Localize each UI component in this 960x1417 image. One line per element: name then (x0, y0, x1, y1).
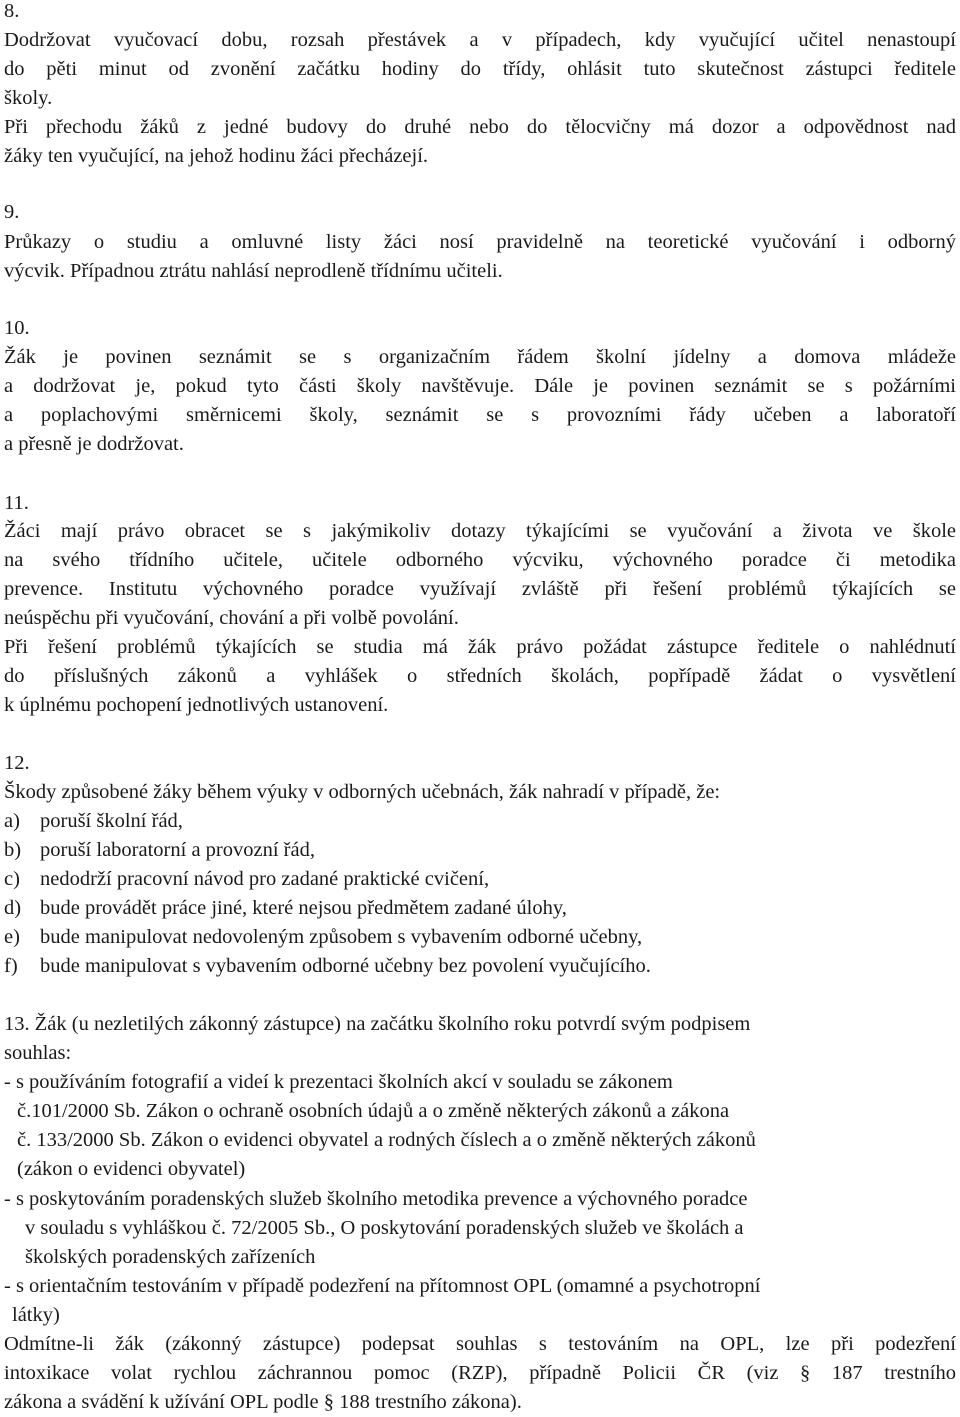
list-item-text: bude provádět práce jiné, které nejsou předmětem zadané úlohy, (40, 897, 567, 919)
list-item (4, 836, 315, 865)
list-item-text: poruší školní řád, (40, 810, 183, 832)
section-8-text-line: Při přechodu žáků z jedné budovy do druhé nebo do tělocvičny má dozor a odpovědnost nad (4, 116, 956, 138)
section-12-number: 12. (4, 752, 30, 774)
list-item-label: e) (4, 926, 20, 948)
section-8-text-line: do pěti minut od zvonění začátku hodiny do třídy, ohlásit tuto skutečnost zástupci ředitele (4, 58, 956, 80)
list-item-label: c) (4, 868, 20, 890)
section-11-text-line: prevence. Institutu výchovného poradce využívají zvláště při řešení problémů týkajících se (4, 578, 956, 600)
section-11-text-line: neúspěchu při vyučování, chování a při volbě povolání. (4, 607, 459, 629)
consent-line: v souladu s vyhláškou č. 72/2005 Sb., O poskytování poradenských služeb ve školách a (25, 1217, 744, 1239)
section-11-text-line: na svého třídního učitele, učitele odborného výcviku, výchovného poradce či metodika (4, 549, 956, 571)
section-13-heading: 13. Žák (u nezletilých zákonný zástupce) na začátku školního roku potvrdí svým podpisem (4, 1013, 751, 1035)
list-item-text: bude manipulovat nedovoleným způsobem s vybavením odborné učebny, (40, 926, 643, 948)
consent-line: - s používáním fotografií a videí k prezentaci školních akcí v souladu se zákonem (4, 1071, 673, 1093)
consent-line: školských poradenských zařízeních (25, 1246, 316, 1268)
section-8-text-line: žáky ten vyučující, na jehož hodinu žáci přecházejí. (4, 145, 429, 167)
list-item-label: a) (4, 810, 20, 832)
section-11-text-line: Žáci mají právo obracet se s jakýmikoliv dotazy týkajícími se vyučování a života ve škole (4, 520, 956, 542)
consent-line: látky) (12, 1304, 60, 1326)
section-8-text-line: Dodržovat vyučovací dobu, rozsah přestávek a v případech, kdy vyučující učitel nenastoupí (4, 29, 956, 51)
consent-line: č.101/2000 Sb. Zákon o ochraně osobních údajů a o změně některých zákonů a zákona (17, 1100, 730, 1122)
consent-line: - s poskytováním poradenských služeb školního metodika prevence a výchovného poradce (4, 1188, 748, 1210)
list-item-text: poruší laboratorní a provozní řád, (40, 839, 315, 861)
section-9-text-line: výcvik. Případnou ztrátu nahlásí neprodleně třídnímu učiteli. (4, 260, 503, 282)
consent-line: - s orientačním testováním v případě podezření na přítomnost OPL (omamné a psychotropní (4, 1275, 761, 1297)
section-8-text-line: školy. (4, 87, 53, 109)
section-10-text-line: Žák je povinen seznámit se s organizačním řádem školní jídelny a domova mládeže (4, 346, 956, 368)
list-item-label: f) (4, 955, 18, 977)
section-11-text-line: do příslušných zákonů a vyhlášek o středních školách, popřípadě žádat o vysvětlení (4, 665, 956, 687)
consent-line: (zákon o evidenci obyvatel) (17, 1158, 246, 1180)
section-11-text-line: Při řešení problémů týkajících se studia má žák právo požádat zástupce ředitele o nahlédnutí (4, 636, 956, 658)
section-10-text-line: a přesně je dodržovat. (4, 433, 184, 455)
list-item-label: d) (4, 897, 22, 919)
closing-line: intoxikace volat rychlou záchrannou pomoc (RZP), případně Policii ČR (viz § 187 trestního (4, 1362, 956, 1384)
list-item (4, 894, 567, 923)
section-13-heading-cont: souhlas: (4, 1042, 72, 1064)
consent-line: č. 133/2000 Sb. Zákon o evidenci obyvatel a rodných číslech a o změně některých zákonů (17, 1129, 756, 1151)
section-9-number: 9. (4, 201, 20, 223)
closing-line: zákona a svádění k užívání OPL podle § 188 trestního zákona). (4, 1391, 522, 1413)
list-item-label: b) (4, 839, 22, 861)
section-9-text-line: Průkazy o studiu a omluvné listy žáci nosí pravidelně na teoretické vyučování i odborný (4, 231, 956, 253)
list-item-text: bude manipulovat s vybavením odborné učebny bez povolení vyučujícího. (40, 955, 651, 977)
section-12-intro: Škody způsobené žáky během výuky v odborných učebnách, žák nahradí v případě, že: (4, 781, 721, 803)
section-10-number: 10. (4, 317, 30, 339)
section-10-text-line: a poplachovými směrnicemi školy, seznámit se s provozními řády učeben a laboratoří (4, 404, 956, 426)
list-item (4, 923, 642, 952)
list-item (4, 807, 183, 836)
list-item-text: nedodrží pracovní návod pro zadané praktické cvičení, (40, 868, 490, 890)
list-item (4, 865, 489, 894)
section-11-text-line: k úplnému pochopení jednotlivých ustanovení. (4, 694, 389, 716)
section-10-text-line: a dodržovat je, pokud tyto části školy navštěvuje. Dále je povinen seznámit se s požárními (4, 375, 956, 397)
closing-line: Odmítne-li žák (zákonný zástupce) podepsat souhlas s testováním na OPL, lze při podezření (4, 1333, 956, 1355)
section-11-number: 11. (4, 492, 29, 514)
section-8-number: 8. (4, 0, 20, 22)
list-item (4, 952, 651, 981)
